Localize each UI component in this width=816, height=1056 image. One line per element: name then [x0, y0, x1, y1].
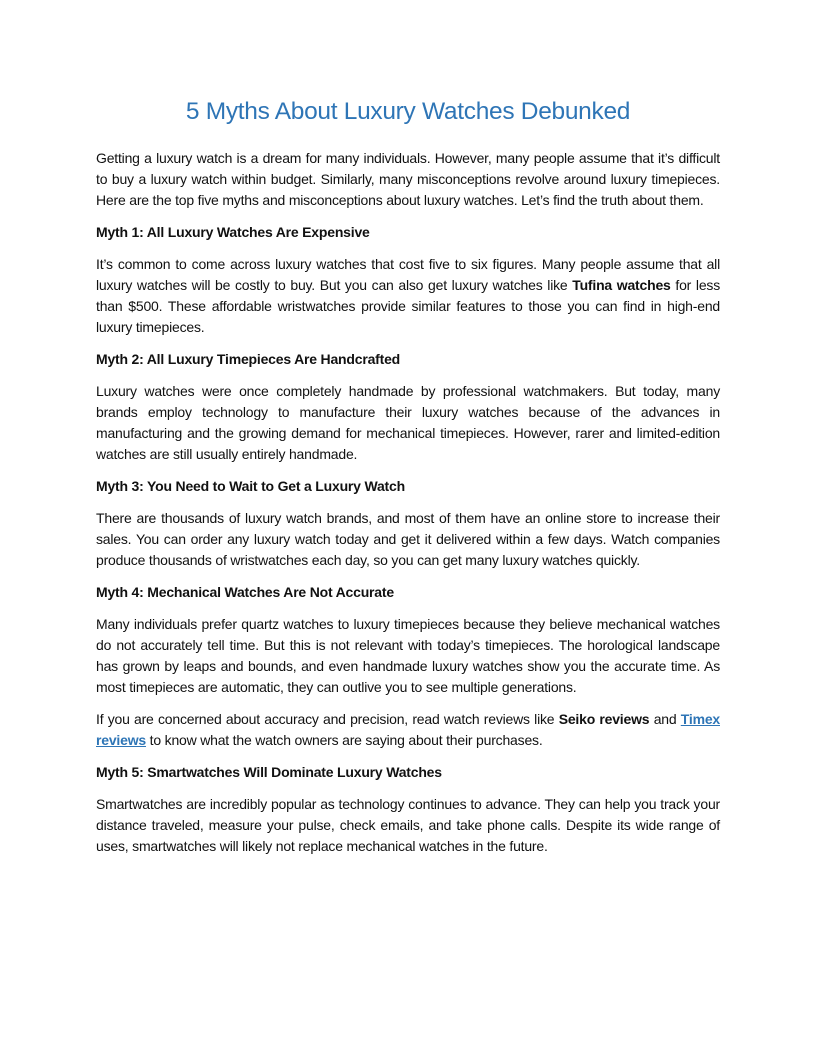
myth-2-paragraph: Luxury watches were once completely handmade by professional watchmakers. But today, many brands employ technology to manufacture their luxury watches because of the advances in manufacturing and the growing demand for mechanical timepieces. However, rarer and limited-edition watches are still usually entirely handmade.: [96, 382, 720, 463]
myth-1-text-after: for less than $500. These affordable wristwatches provide similar features to those you can find in high-end luxury timepieces.: [96, 277, 721, 336]
myth-4-followup-paragraph: [96, 709, 720, 751]
timex-reviews-link[interactable]: Timex reviews: [96, 710, 720, 749]
myth-3-paragraph: There are thousands of luxury watch brands, and most of them have an online store to increase their sales. You can order any luxury watch today and get it delivered within a few days. Watch companies produce thousands of wristwatches each day, so you can get many luxury watches quickly.: [96, 509, 720, 569]
myth-4-paragraph: Many individuals prefer quartz watches to luxury timepieces because they believe mechanical watches do not accurately tell time. But this is not relevant with today’s timepieces. The horological landscape has grown by leaps and bounds, and even handmade luxury watches show you the accurate time. As most timepieces are automatic, they can outlive you to see multiple generations.: [96, 615, 720, 696]
myth-5-heading: Myth 5: Smartwatches Will Dominate Luxury Watches: [96, 763, 442, 780]
tufina-watches-bold: Tufina watches: [572, 277, 671, 294]
followup-text-before: If you are concerned about accuracy and precision, read watch reviews like: [96, 710, 559, 727]
followup-text-and: and: [649, 710, 681, 727]
intro-paragraph: Getting a luxury watch is a dream for many individuals. However, many people assume that it’s difficult to buy a luxury watch within budget. Similarly, many misconceptions revolve around luxury timepieces. Here are the top five myths and misconceptions about luxury watches. Let’s find the truth about them.: [96, 150, 720, 209]
myth-5-paragraph: Smartwatches are incredibly popular as technology continues to advance. They can help you track your distance traveled, measure your pulse, check emails, and take phone calls. Despite its wide range of uses, smartwatches will likely not replace mechanical watches in the future.: [96, 795, 720, 854]
myth-2-heading: Myth 2: All Luxury Timepieces Are Handcrafted: [96, 351, 401, 368]
myth-3-heading: Myth 3: You Need to Wait to Get a Luxury Watch: [96, 478, 405, 495]
myth-1-paragraph: [96, 254, 720, 339]
document-page: [96, 96, 720, 868]
followup-text-after: to know what the watch owners are saying about their purchases.: [145, 732, 543, 749]
page-title: 5 Myths About Luxury Watches Debunked: [185, 98, 631, 125]
myth-4-heading: Myth 4: Mechanical Watches Are Not Accurate: [96, 583, 394, 600]
myth-1-heading: Myth 1: All Luxury Watches Are Expensive: [96, 224, 370, 241]
seiko-reviews-bold: Seiko reviews: [558, 710, 650, 727]
myth-1-text-before: It’s common to come across luxury watches that cost five to six figures. Many people assume that all luxury watches will be costly to buy. But you can also get luxury watches like: [96, 255, 720, 294]
